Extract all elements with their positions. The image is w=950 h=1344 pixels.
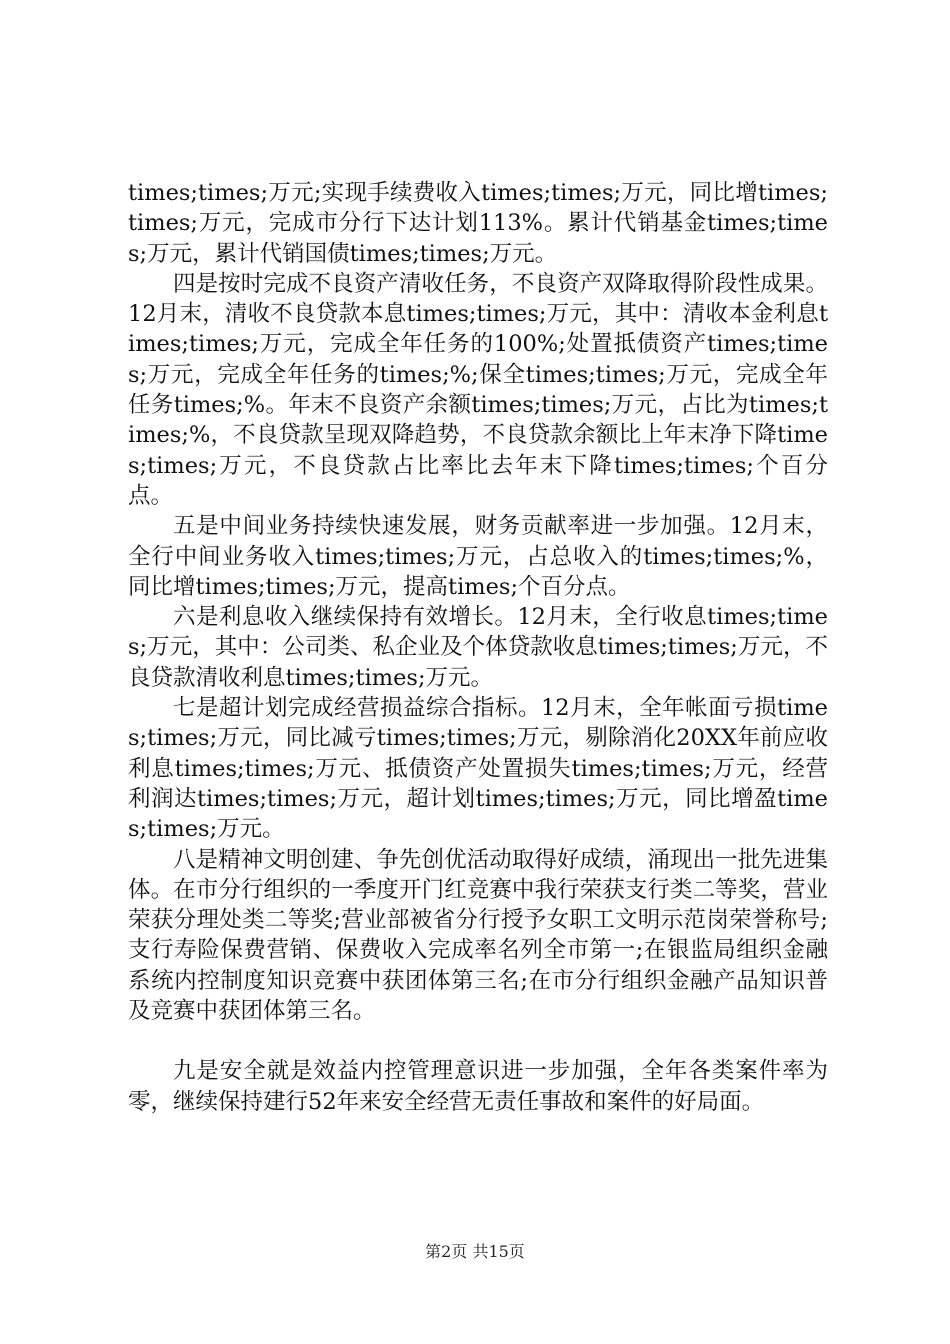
paragraph-2: 四是按时完成不良资产清收任务，不良资产双降取得阶段性成果。12月末，清收不良贷款本息times;times;万元，其中：清收本金利息times;times;万元，完成全年任务的100%;处置抵债资产times;times;万元，完成全年任务的times;%;保全times;times;万元，完成全年任务times;%。年末不良资产余额times;times;万元，占比为times;times;%，不良贷款呈现双降趋势，不良贷款余额比上年末净下降times;times;万元，不良贷款占比率比去年末下降times;times;个百分点。	[128, 270, 828, 509]
paragraph-3: 五是中间业务持续快速发展，财务贡献率进一步加强。12月末，全行中间业务收入times;times;万元，占总收入的times;times;%，同比增times;times;万元，提高times;个百分点。	[128, 513, 828, 600]
page-number-label: 第2页 共15页	[425, 1242, 525, 1261]
paragraph-1: times;times;万元;实现手续费收入times;times;万元，同比增times;times;万元，完成市分行下达计划113%。累计代销基金times;times;万元，累计代销国债times;times;万元。	[128, 180, 828, 267]
page-footer	[0, 1242, 950, 1262]
paragraph-7: 九是安全就是效益内控管理意识进一步加强，全年各类案件率为零，继续保持建行52年来安全经营无责任事故和案件的好局面。	[128, 1058, 828, 1115]
paragraph-4: 六是利息收入继续保持有效增长。12月末，全行收息times;times;万元，其中：公司类、私企业及个体贷款收息times;times;万元，不良贷款清收利息times;times;万元。	[128, 604, 828, 691]
document-body	[128, 178, 828, 1117]
paragraph-6: 八是精神文明创建、争先创优活动取得好成绩，涌现出一批先进集体。在市分行组织的一季度开门红竞赛中我行荣获支行类二等奖，营业荣获分理处类二等奖;营业部被省分行授予女职工文明示范岗荣誉称号;支行寿险保费营销、保费收入完成率名列全市第一;在银监局组织金融系统内控制度知识竞赛中获团体第三名;在市分行组织金融产品知识普及竞赛中获团体第三名。	[128, 846, 828, 1025]
paragraph-5: 七是超计划完成经营损益综合指标。12月末，全年帐面亏损times;times;万元，同比减亏times;times;万元，剔除消化20XX年前应收利息times;times;万元、抵债资产处置损失times;times;万元，经营利润达times;times;万元，超计划times;times;万元，同比增盈times;times;万元。	[128, 695, 828, 843]
